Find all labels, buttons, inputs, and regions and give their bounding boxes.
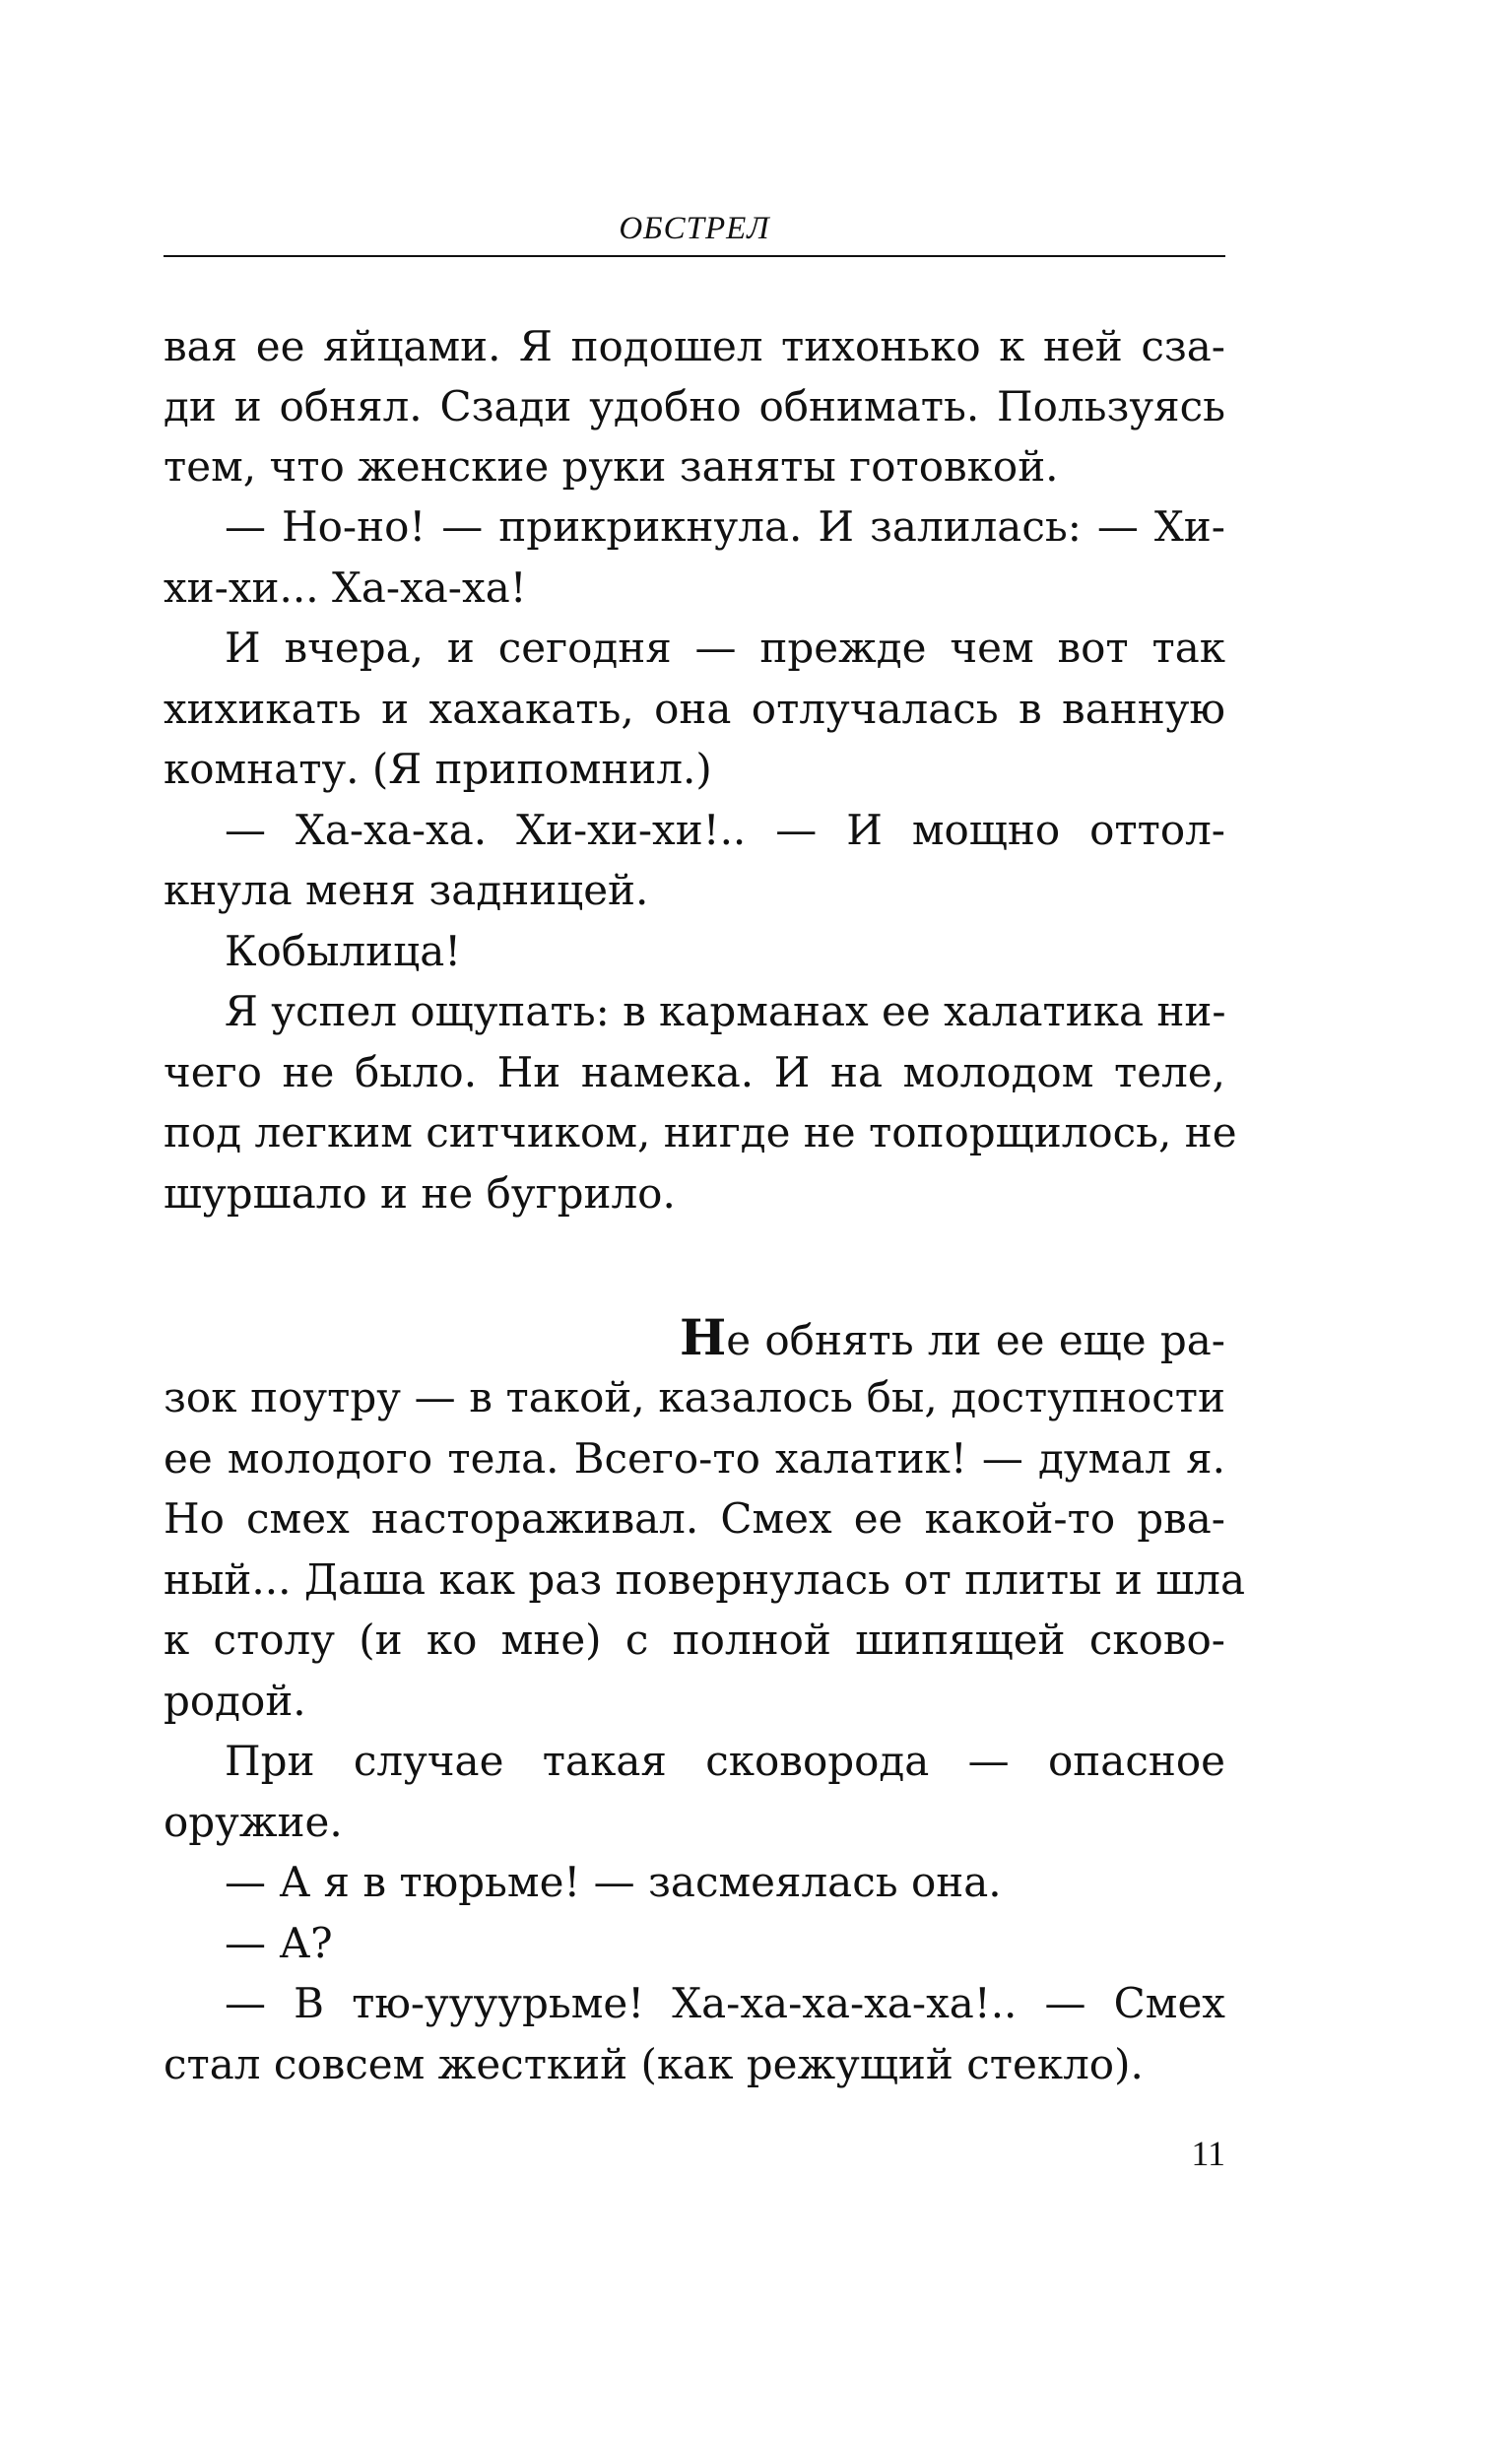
text-line: — А? xyxy=(225,1919,333,1967)
text-line: Кобылица! xyxy=(225,927,462,975)
text-line: зок поутру — в такой, казалось бы, доступности xyxy=(164,1373,1225,1421)
text-line: хихикать и хахакать, она отлучалась в ванную xyxy=(164,685,1225,733)
text-line: е обнять ли ее еще ра- xyxy=(726,1316,1225,1364)
text-line: ди и обнял. Сзади удобно обнимать. Пользуясь xyxy=(164,382,1225,430)
text-line: чего не было. Ни намека. И на молодом теле, xyxy=(164,1048,1225,1096)
drop-initial: Н xyxy=(680,1308,727,1366)
text-line: стал совсем жесткий (как режущий стекло). xyxy=(164,2040,1144,2088)
text-line: — А я в тюрьме! — засмеялась она. xyxy=(225,1858,1002,1906)
text-line: к столу (и ко мне) с полной шипящей сково- xyxy=(164,1616,1225,1664)
text-line: ный... Даша как раз повернулась от плиты и шла xyxy=(164,1555,1246,1604)
running-head: ОБСТРЕЛ xyxy=(619,211,770,246)
text-line: — В тю-уууурьме! Ха-ха-ха-ха-ха!.. — Смех xyxy=(225,1979,1225,2027)
text-line: Я успел ощупать: в карманах ее халатика ни- xyxy=(225,987,1226,1035)
text-line: ее молодого тела. Всего-то халатик! — думал я. xyxy=(164,1434,1225,1483)
text-line: И вчера, и сегодня — прежде чем вот так xyxy=(225,624,1225,672)
header-rule xyxy=(164,255,1225,257)
text-line: — Ха-ха-ха. Хи-хи-хи!.. — И мощно оттол- xyxy=(225,806,1225,854)
text-line: вая ее яйцами. Я подошел тихонько к ней сза- xyxy=(164,322,1225,370)
section-opening-line xyxy=(680,1308,1225,1367)
page-number: 11 xyxy=(1191,2134,1225,2173)
text-line: оружие. xyxy=(164,1798,343,1846)
text-line: При случае такая сковорода — опасное xyxy=(225,1737,1225,1785)
text-line: под легким ситчиком, нигде не топорщилось, не xyxy=(164,1108,1237,1156)
text-line: шуршало и не бугрило. xyxy=(164,1169,676,1218)
text-line: родой. xyxy=(164,1677,306,1725)
text-line: хи-хи... Ха-ха-ха! xyxy=(164,563,527,612)
text-line: Но смех настораживал. Смех ее какой-то рва- xyxy=(164,1494,1225,1543)
text-line: тем, что женские руки заняты готовкой. xyxy=(164,442,1059,491)
text-line: — Но-но! — прикрикнула. И залилась: — Хи- xyxy=(225,502,1225,551)
text-line: комнату. (Я припомнил.) xyxy=(164,745,712,793)
text-line: кнула меня задницей. xyxy=(164,866,649,914)
